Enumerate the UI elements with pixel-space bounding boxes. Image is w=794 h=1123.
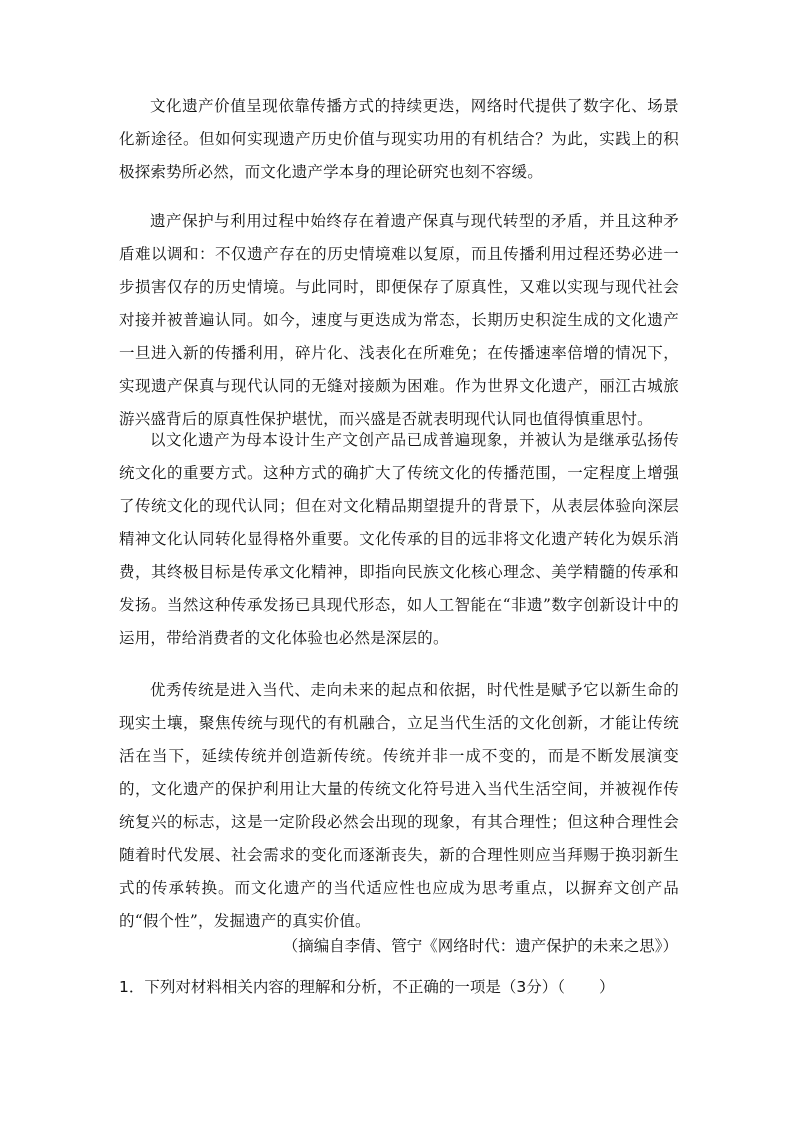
article-paragraph-2: 遗产保护与利用过程中始终存在着遗产保真与现代转型的矛盾，并且这种矛盾难以调和：不仅遗产存在的历史情境难以复原，而且传播利用过程还势必进一步损害仅存的历史情境。与此同时，即便保存了原真性，又难以实现与现代社会对接并被普遍认同。如今，速度与更迭成为常态，长期历史积淀生成的文化遗产一旦进入新的传播利用，碎片化、浅表化在所难免；在传播速率倍增的情况下，实现遗产保真与现代认同的无缝对接颇为困难。作为世界文化遗产，丽江古城旅游兴盛背后的原真性保护堪忧，而兴盛是否就表明现代认同也值得慎重思忖。 xyxy=(119,212,679,428)
question-text: 下列对材料相关内容的理解和分析，不正确的一项是（3分）（ xyxy=(144,978,565,996)
question-number: 1． xyxy=(119,978,145,996)
question-close-paren: ） xyxy=(599,978,615,996)
article-paragraph-3: 以文化遗产为母本设计生产文创产品已成普遍现象，并被认为是继承弘扬传统文化的重要方式。这种方式的确扩大了传统文化的传播范围，一定程度上增强了传统文化的现代认同；但在对文化精品期望提升的背景下，从表层体验向深层精神文化认同转化显得格外重要。文化传承的目的远非将文化遗产转化为娱乐消费，其终极目标是传承文化精神，即指向民族文化核心理念、美学精髓的传承和发扬。当然这种传承发扬已具现代形态，如人工智能在“非遗”数字创新设计中的运用，带给消费者的文化体验也必然是深层的。 xyxy=(119,431,679,647)
article-paragraph-4: 优秀传统是进入当代、走向未来的起点和依据，时代性是赋予它以新生命的现实土壤，聚焦传统与现代的有机融合，立足当代生活的文化创新，才能让传统活在当下，延续传统并创造新传统。传统并非一成不变的，而是不断发展演变的，文化遗产的保护利用让大量的传统文化符号进入当代生活空间，并被视作传统复兴的标志，这是一定阶段必然会出现的现象，有其合理性；但这种合理性会随着时代发展、社会需求的变化而逐渐丧失，新的合理性则应当拜赐于换羽新生式的传承转换。而文化遗产的当代适应性也应成为思考重点，以摒弃文创产品的“假个性”，发掘遗产的真实价值。 xyxy=(119,681,679,930)
article-source: （摘编自李倩、管宁《网络时代：遗产保护的未来之思》） xyxy=(282,937,678,955)
article-paragraph-1: 文化遗产价值呈现依靠传播方式的持续更迭，网络时代提供了数字化、场景化新途径。但如何实现遗产历史价值与现实功用的有机结合？为此，实践上的积极探索势所必然，而文化遗产学本身的理论研究也刻不容缓。 xyxy=(119,97,679,181)
question-1 xyxy=(119,971,679,1004)
